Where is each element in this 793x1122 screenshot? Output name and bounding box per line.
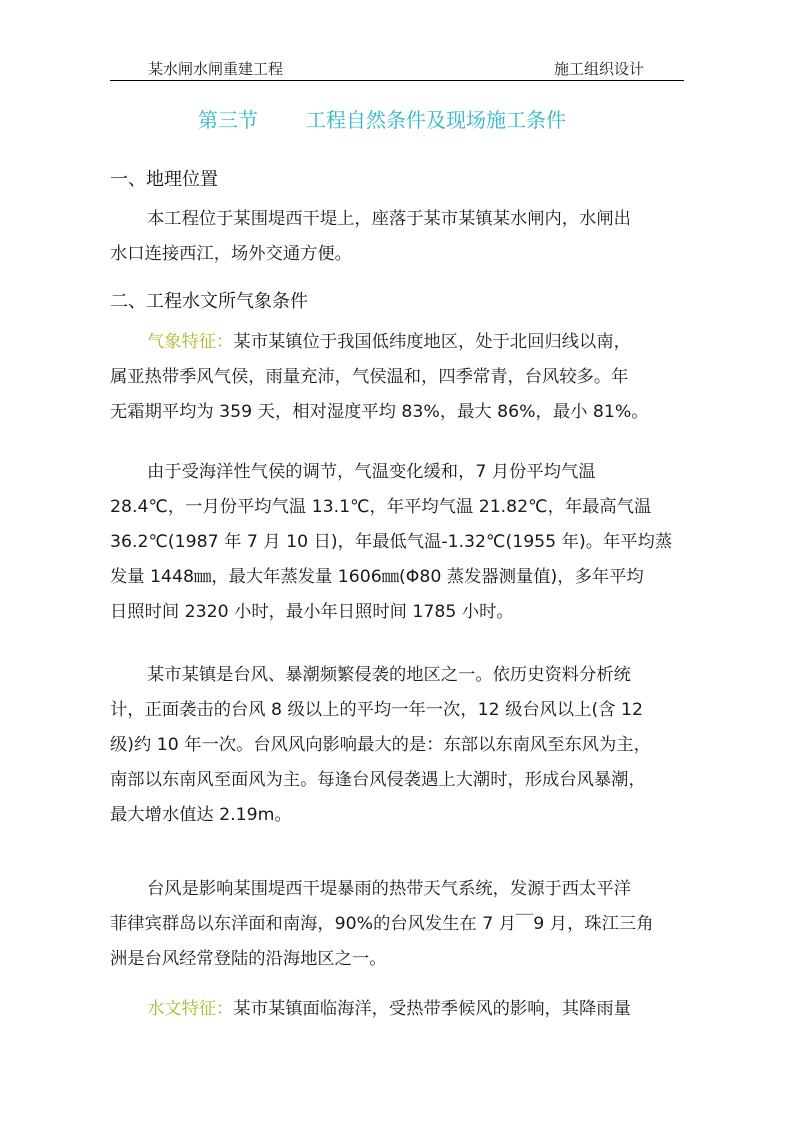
heading-hydro-climate: 二、工程水文所气象条件 — [110, 291, 308, 312]
text-line: 南部以东南风至面风为主。每逢台风侵袭遇上大潮时，形成台风暴潮， — [110, 770, 646, 790]
paragraph-hydrology — [110, 992, 676, 1027]
page-header — [110, 58, 684, 81]
text-line: 本工程位于某围堤西干堤上，座落于某市某镇某水闸内，水闸出 — [147, 209, 631, 229]
text-line — [110, 992, 676, 1027]
section-number: 第三节 — [198, 108, 258, 132]
text-line: 由于受海洋性气侯的调节，气温变化缓和，7 月份平均气温 — [147, 462, 596, 482]
text-line: 计，正面袭击的台风 8 级以上的平均一年一次，12 级台风以上(含 12 — [110, 700, 644, 720]
header-project-name: 某水闸水闸重建工程 — [148, 60, 284, 78]
text-line: 日照时间 2320 小时，最小年日照时间 1785 小时。 — [110, 602, 514, 622]
text-line: 台风是影响某围堤西干堤暴雨的热带天气系统，发源于西太平洋 — [147, 879, 631, 899]
text-line: 洲是台风经常登陆的沿海地区之一。 — [110, 949, 387, 969]
text-line: 28.4℃，一月份平均气温 13.1℃，年平均气温 21.82℃，年最高气温 — [110, 497, 652, 517]
heading-location: 一、地理位置 — [110, 169, 218, 190]
text-line: 无霜期平均为 359 天，相对湿度平均 83%，最大 86%，最小 81%。 — [110, 402, 649, 422]
paragraph-temperature — [110, 455, 676, 630]
text-line: 最大增水值达 2.19m。 — [110, 805, 292, 825]
section-name: 工程自然条件及现场施工条件 — [306, 108, 566, 132]
text-line: 属亚热带季风气侯，雨量充沛，气侯温和，四季常青，台风较多。年 — [110, 367, 629, 387]
hydrology-text: 某市某镇面临海洋，受热带季候风的影响，其降雨量 — [233, 999, 631, 1019]
climate-text: 某市某镇位于我国低纬度地区，处于北回归线以南， — [233, 332, 631, 352]
paragraph-climate — [110, 325, 676, 430]
paragraph-typhoon-origin — [110, 872, 676, 977]
text-line: 某市某镇是台风、暴潮频繁侵袭的地区之一。依历史资料分析统 — [147, 665, 631, 685]
text-line: 水口连接西江，场外交通方便。 — [110, 244, 352, 264]
text-line: 36.2℃(1987 年 7 月 10 日)，年最低气温-1.32℃(1955 年)。年平均蒸 — [110, 532, 673, 552]
paragraph-location — [110, 202, 676, 272]
text-line — [110, 325, 676, 360]
text-line: 发量 1448㎜，最大年蒸发量 1606㎜(Φ80 蒸发器测量值)，多年平均 — [110, 567, 644, 587]
text-line: 级)约 10 年一次。台风风向影响最大的是：东部以东南风至东风为主， — [110, 735, 651, 755]
text-line: 菲律宾群岛以东洋面和南海，90%的台风发生在 7 月￣9 月，珠江三角 — [110, 914, 654, 934]
paragraph-typhoon — [110, 658, 676, 833]
header-document-type: 施工组织设计 — [553, 60, 644, 78]
climate-label: 气象特征： — [147, 332, 234, 352]
hydrology-label: 水文特征： — [147, 999, 234, 1019]
